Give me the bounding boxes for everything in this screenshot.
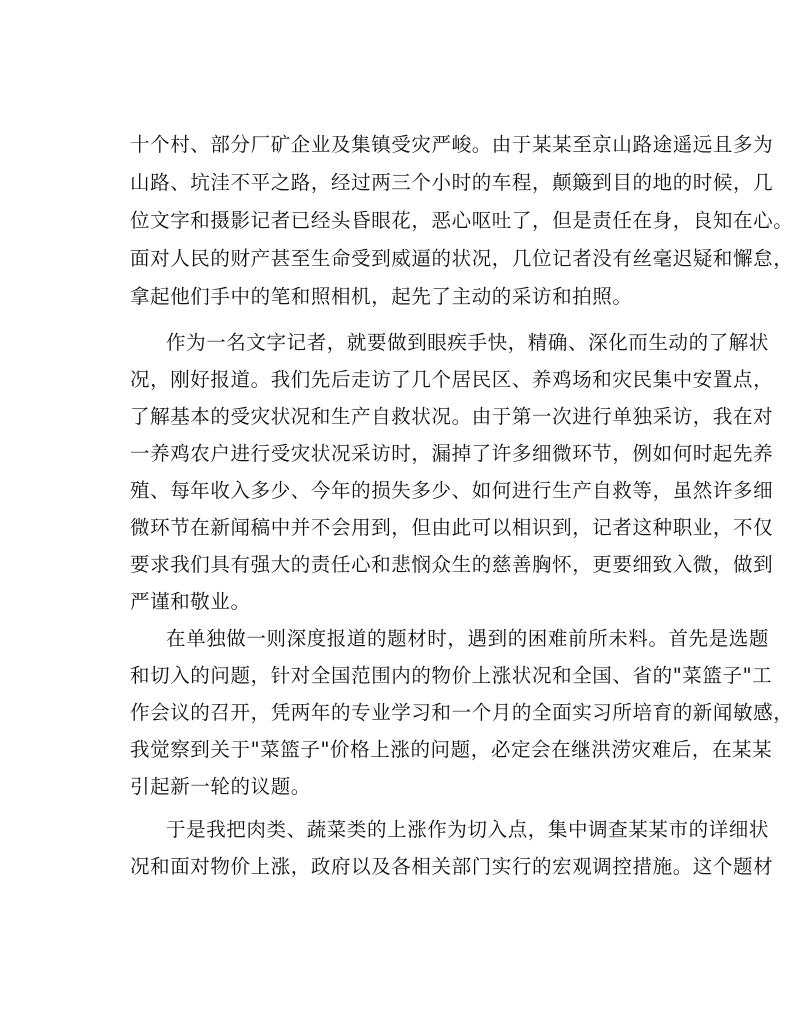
text-line: 山路、坑洼不平之路，经过两三个小时的车程，颠簸到目的地的时候，几	[130, 171, 774, 194]
text-line: 拿起他们手中的笔和照相机，起先了主动的采访和拍照。	[130, 285, 633, 308]
text-line: 况和面对物价上涨，政府以及各相关部门实行的宏观调控措施。这个题材	[130, 855, 774, 878]
text-line: 严谨和敬业。	[130, 590, 251, 613]
text-line: 微环节在新闻稿中并不会用到，但由此可以相识到，记者这种职业，不仅	[130, 516, 774, 539]
text-line: 在单独做一则深度报道的题材时，遇到的困难前所未料。首先是选题	[166, 627, 770, 650]
text-line: 于是我把肉类、蔬菜类的上涨作为切入点，集中调查某某市的详细状	[166, 818, 770, 841]
text-line: 况，刚好报道。我们先后走访了几个居民区、养鸡场和灾民集中安置点，	[130, 368, 774, 391]
text-line: 面对人民的财产甚至生命受到威逼的状况，几位记者没有丝毫迟疑和懈怠，	[130, 247, 793, 270]
text-line: 了解基本的受灾状况和生产自救状况。由于第一次进行单独采访，我在对	[130, 405, 774, 428]
text-line: 引起新一轮的议题。	[130, 775, 311, 798]
text-line: 殖、每年收入多少、今年的损失多少、如何进行生产自救等，虽然许多细	[130, 479, 774, 502]
text-line: 作会议的召开，凭两年的专业学习和一个月的全面实习所培育的新闻敏感，	[130, 701, 793, 724]
text-line: 一养鸡农户进行受灾状况采访时，漏掉了许多细微环节，例如何时起先养	[130, 442, 774, 465]
text-line: 和切入的问题，针对全国范围内的物价上涨状况和全国、省的"菜篮子"工	[130, 664, 773, 687]
text-line: 我觉察到关于"菜篮子"价格上涨的问题，必定会在继洪涝灾难后，在某某	[130, 738, 773, 761]
text-line: 作为一名文字记者，就要做到眼疾手快，精确、深化而生动的了解状	[166, 331, 770, 354]
text-line: 要求我们具有强大的责任心和悲悯众生的慈善胸怀，更要细致入微，做到	[130, 553, 774, 576]
text-line: 十个村、部分厂矿企业及集镇受灾严峻。由于某某至京山路途遥远且多为	[130, 133, 774, 156]
text-line: 位文字和摄影记者已经头昏眼花，恶心呕吐了，但是责任在身，良知在心。	[130, 209, 793, 232]
